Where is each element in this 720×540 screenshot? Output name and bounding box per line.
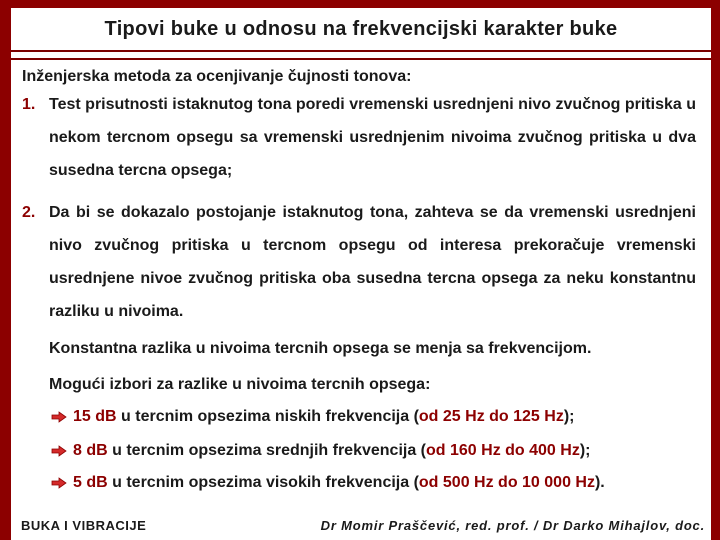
bullet-value: 8 dB (73, 442, 108, 459)
bullet-item-mid (51, 442, 590, 460)
bullet-range: od 500 Hz do 10 000 Hz (418, 474, 595, 491)
slide-subtitle: Inženjerska metoda za ocenjivanje čujnosti tonova: (22, 68, 412, 85)
list-item-1 (22, 88, 696, 187)
list-item-2 (22, 196, 696, 328)
arrow-right-icon (51, 445, 67, 457)
frame-left (0, 0, 11, 540)
list-item-text: Test prisutnosti istaknutog tona poredi vremenski usrednjeni nivo zvučnog pritiska u nekom tercnom opsegu sa vremenski usrednjenim nivoima zvučnog pritiska u dva susedna tercna opsega; (49, 96, 696, 179)
bullet-end: ). (594, 474, 605, 491)
title-bar (11, 8, 711, 52)
footer (11, 513, 711, 540)
footer-course: BUKA I VIBRACIJE (21, 518, 147, 533)
slide-title: Tipovi buke u odnosu na frekvencijski karakter buke (104, 17, 618, 40)
footer-authors: Dr Momir Praščević, red. prof. / Dr Darko Mihajlov, doc. (320, 518, 705, 533)
arrow-right-icon (51, 411, 67, 423)
list-item-text: Da bi se dokazalo postojanje istaknutog tona, zahteva se da vremenski usrednjeni nivo zvučnog pritiska u tercnom opsegu od interesa prekoračuje vremenski usrednjene nivoe zvučnog pritiska oba susedna tercna opsega za neku konstantnu razliku u nivoima. (49, 204, 696, 320)
bullet-range: od 160 Hz do 400 Hz (426, 442, 580, 459)
bullet-range: od 25 Hz do 125 Hz (418, 408, 564, 425)
bullet-value: 15 dB (73, 408, 117, 425)
frame-top (0, 0, 720, 8)
paragraph-possible-choices: Mogući izbori za razlike u nivoima tercnih opsega: (49, 376, 431, 393)
bullet-end: ); (563, 408, 575, 425)
bullet-item-low (51, 408, 574, 426)
paragraph-constant-difference: Konstantna razlika u nivoima tercnih opsega se menja sa frekvencijom. (49, 340, 592, 357)
bullet-text: u tercnim opsezima niskih frekvencija ( (116, 408, 419, 425)
bullet-end: ); (579, 442, 591, 459)
arrow-right-icon (51, 477, 67, 489)
list-item-number: 2. (22, 204, 36, 221)
bullet-text: u tercnim opsezima srednjih frekvencija ( (107, 442, 426, 459)
slide-content (11, 58, 711, 515)
bullet-item-high (51, 474, 605, 492)
bullet-value: 5 dB (73, 474, 108, 491)
list-item-number: 1. (22, 96, 36, 113)
frame-right (711, 0, 720, 540)
bullet-text: u tercnim opsezima visokih frekvencija ( (107, 474, 419, 491)
